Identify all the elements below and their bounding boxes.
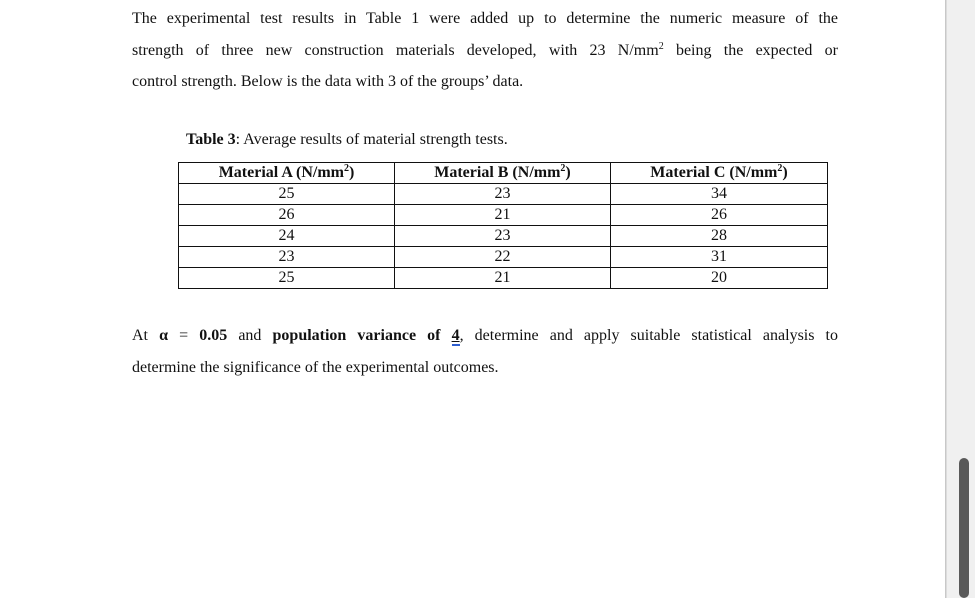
header-material-a: Material A $(N/mm^2)$: [179, 163, 395, 184]
question-and: and: [227, 327, 273, 344]
table-header-row: [179, 163, 828, 184]
table-row: [179, 205, 828, 226]
alpha-symbol: α: [159, 327, 169, 344]
table-cell: 25: [179, 184, 395, 205]
intro-line-2-text: strength of three new construction materials developed, with 23 N/mm: [132, 41, 659, 59]
table-row: [179, 184, 828, 205]
question-line-1-rest: determine and apply suitable statistical analysis to: [474, 327, 839, 344]
table-cell: 25: [179, 268, 395, 289]
question-line-1: [132, 320, 838, 352]
table-cell: 26: [179, 205, 395, 226]
table-cell: 31: [611, 247, 828, 268]
intro-superscript: 2: [658, 40, 664, 52]
intro-line-3: control strength. Below is the data with 3 of the groups’ data.: [132, 73, 524, 90]
table-cell: 23: [179, 247, 395, 268]
variance-value-link[interactable]: 4: [451, 327, 460, 344]
header-material-b: Material B $(N/mm^2)$: [395, 163, 611, 184]
table-cell: 20: [611, 268, 828, 289]
header-material-c: Material C $(N/mm^2)$: [611, 163, 828, 184]
question-comma: ,: [459, 327, 475, 344]
table-cell: 23: [395, 226, 611, 247]
table-caption: [186, 131, 508, 149]
question-equals: =: [168, 327, 200, 344]
table-row: [179, 247, 828, 268]
table-cell: 28: [611, 226, 828, 247]
table-cell: 22: [395, 247, 611, 268]
table-row: [179, 268, 828, 289]
intro-line-1: The experimental test results in Table 1 were added up to determine the numeric measure of the: [132, 10, 838, 27]
table-cell: 21: [395, 205, 611, 226]
population-variance-label: population variance of: [272, 327, 452, 344]
table-cell: 21: [395, 268, 611, 289]
table-cell: 24: [179, 226, 395, 247]
question-at: At: [132, 327, 160, 344]
intro-paragraph: [132, 3, 838, 98]
alpha-value: 0.05: [199, 327, 228, 344]
material-strength-table: [178, 162, 828, 289]
question-line-2: determine the significance of the experimental outcomes.: [132, 358, 499, 376]
table-caption-label: Table 3: [186, 131, 236, 148]
intro-line-2-end: being the expected or: [663, 41, 839, 59]
table-cell: 26: [611, 205, 828, 226]
table-cell: 23: [395, 184, 611, 205]
intro-line-2: [132, 35, 838, 67]
question-paragraph: [132, 320, 838, 383]
table-row: [179, 226, 828, 247]
table-caption-text: : Average results of material strength tests.: [235, 131, 508, 148]
table-cell: 34: [611, 184, 828, 205]
vertical-scrollbar-thumb[interactable]: [959, 458, 969, 598]
